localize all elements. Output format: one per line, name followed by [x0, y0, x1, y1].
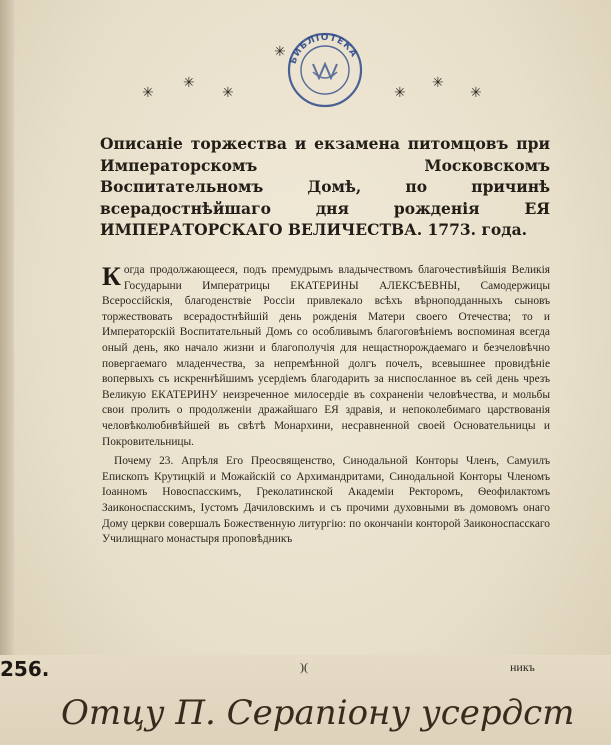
stamp-center-mark [313, 64, 337, 78]
star-ornament-icon: ✳ [222, 85, 234, 101]
handwritten-inscription [55, 682, 611, 742]
star-ornament-icon: ✳ [470, 85, 482, 101]
binding-edge [0, 0, 14, 745]
library-stamp [283, 28, 367, 112]
handwritten-inscription-text: Отцу П. Серапіону усердст [61, 693, 575, 733]
paragraph-1 [102, 263, 550, 450]
stamp-ring-text: БИБЛІОТЕКА [288, 32, 359, 66]
document-body [102, 263, 550, 548]
svg-text:БИБЛІОТЕКА [289, 33, 359, 65]
star-ornament-icon: ✳ [142, 85, 154, 101]
drop-cap: К [102, 262, 121, 291]
document-title: Описаніе торжества и екзамена питомцовъ при Императорскомъ Московскомъ Воспитательномъ Домѣ, по причинѣ всерадостнѣйшаго дня рожденія ЕЯ ИМПЕРАТОРСКАГО ВЕЛИЧЕСТВА. 1773. года. [100, 134, 550, 239]
catchword-mark: )( [300, 660, 308, 674]
star-ornament-icon: ✳ [432, 75, 444, 91]
star-ornament-icon: ✳ [394, 85, 406, 101]
paragraph-1-text: огда продолжающееся, подъ премудрымъ владычествомъ благочестивѣйшія Великія Государыни Императрицы ЕКАТЕРИНЫ АЛЕКСѢЕВНЫ, Самодержицы Всероссійскія, благоденствіе Россіи привлекало всѣхъ вѣрноподданныхъ сыновъ торжествовать всерадостнѣйшій день рожденія Матери своего Отечества; то и Императорскій Воспитательный Домъ со особливымъ благоговѣніемъ воспоминая всегда оный день, яко начало жизни и благополучія для нещастнорождаемаго и безчеловѣчно повергаемаго младенчества, за непремѣнной долгъ почелъ, всевышнее провидѣніе вопервыхъ съ искреннѣйшимъ усердіемъ благодарить за ниспосланное въ сей день чрезъ Великую ЕКАТЕРИНУ неизреченное милосердіе въ сохраненіи человѣчества, и мольбы свои пролить о продолженіи дражайшаго ЕЯ здравія, и непоколебимаго царствованія человѣколюбивѣйшей въ свѣтѣ Монархини, несравненной своей Основательницы и Покровительницы. [102, 264, 550, 448]
paragraph-2: Почему 23. Апрѣля Его Преосвященство, Синодальной Конторы Членъ, Самуилъ Епископъ Крутицкій и Можайскій со Архимандритами, Синодальной Конторы Членомъ Іоанномъ Новоспасскимъ, Греколатинской Академіи Ректоромъ, Ѳеофилактомъ Заиконоспасскимъ, Іустомъ Дачиловскимъ и съ прочими духовными въ домовомъ онаго Дому церкви совершалъ Божественную литургію: по окончаніи конторой Заиконоспасскаго Училищнаго монастыря проповѣдникъ [102, 455, 550, 546]
catchword: никъ [510, 660, 535, 674]
page-number: 256. [0, 657, 50, 681]
star-ornament-icon: ✳ [274, 44, 286, 60]
star-ornament-icon: ✳ [183, 75, 195, 91]
